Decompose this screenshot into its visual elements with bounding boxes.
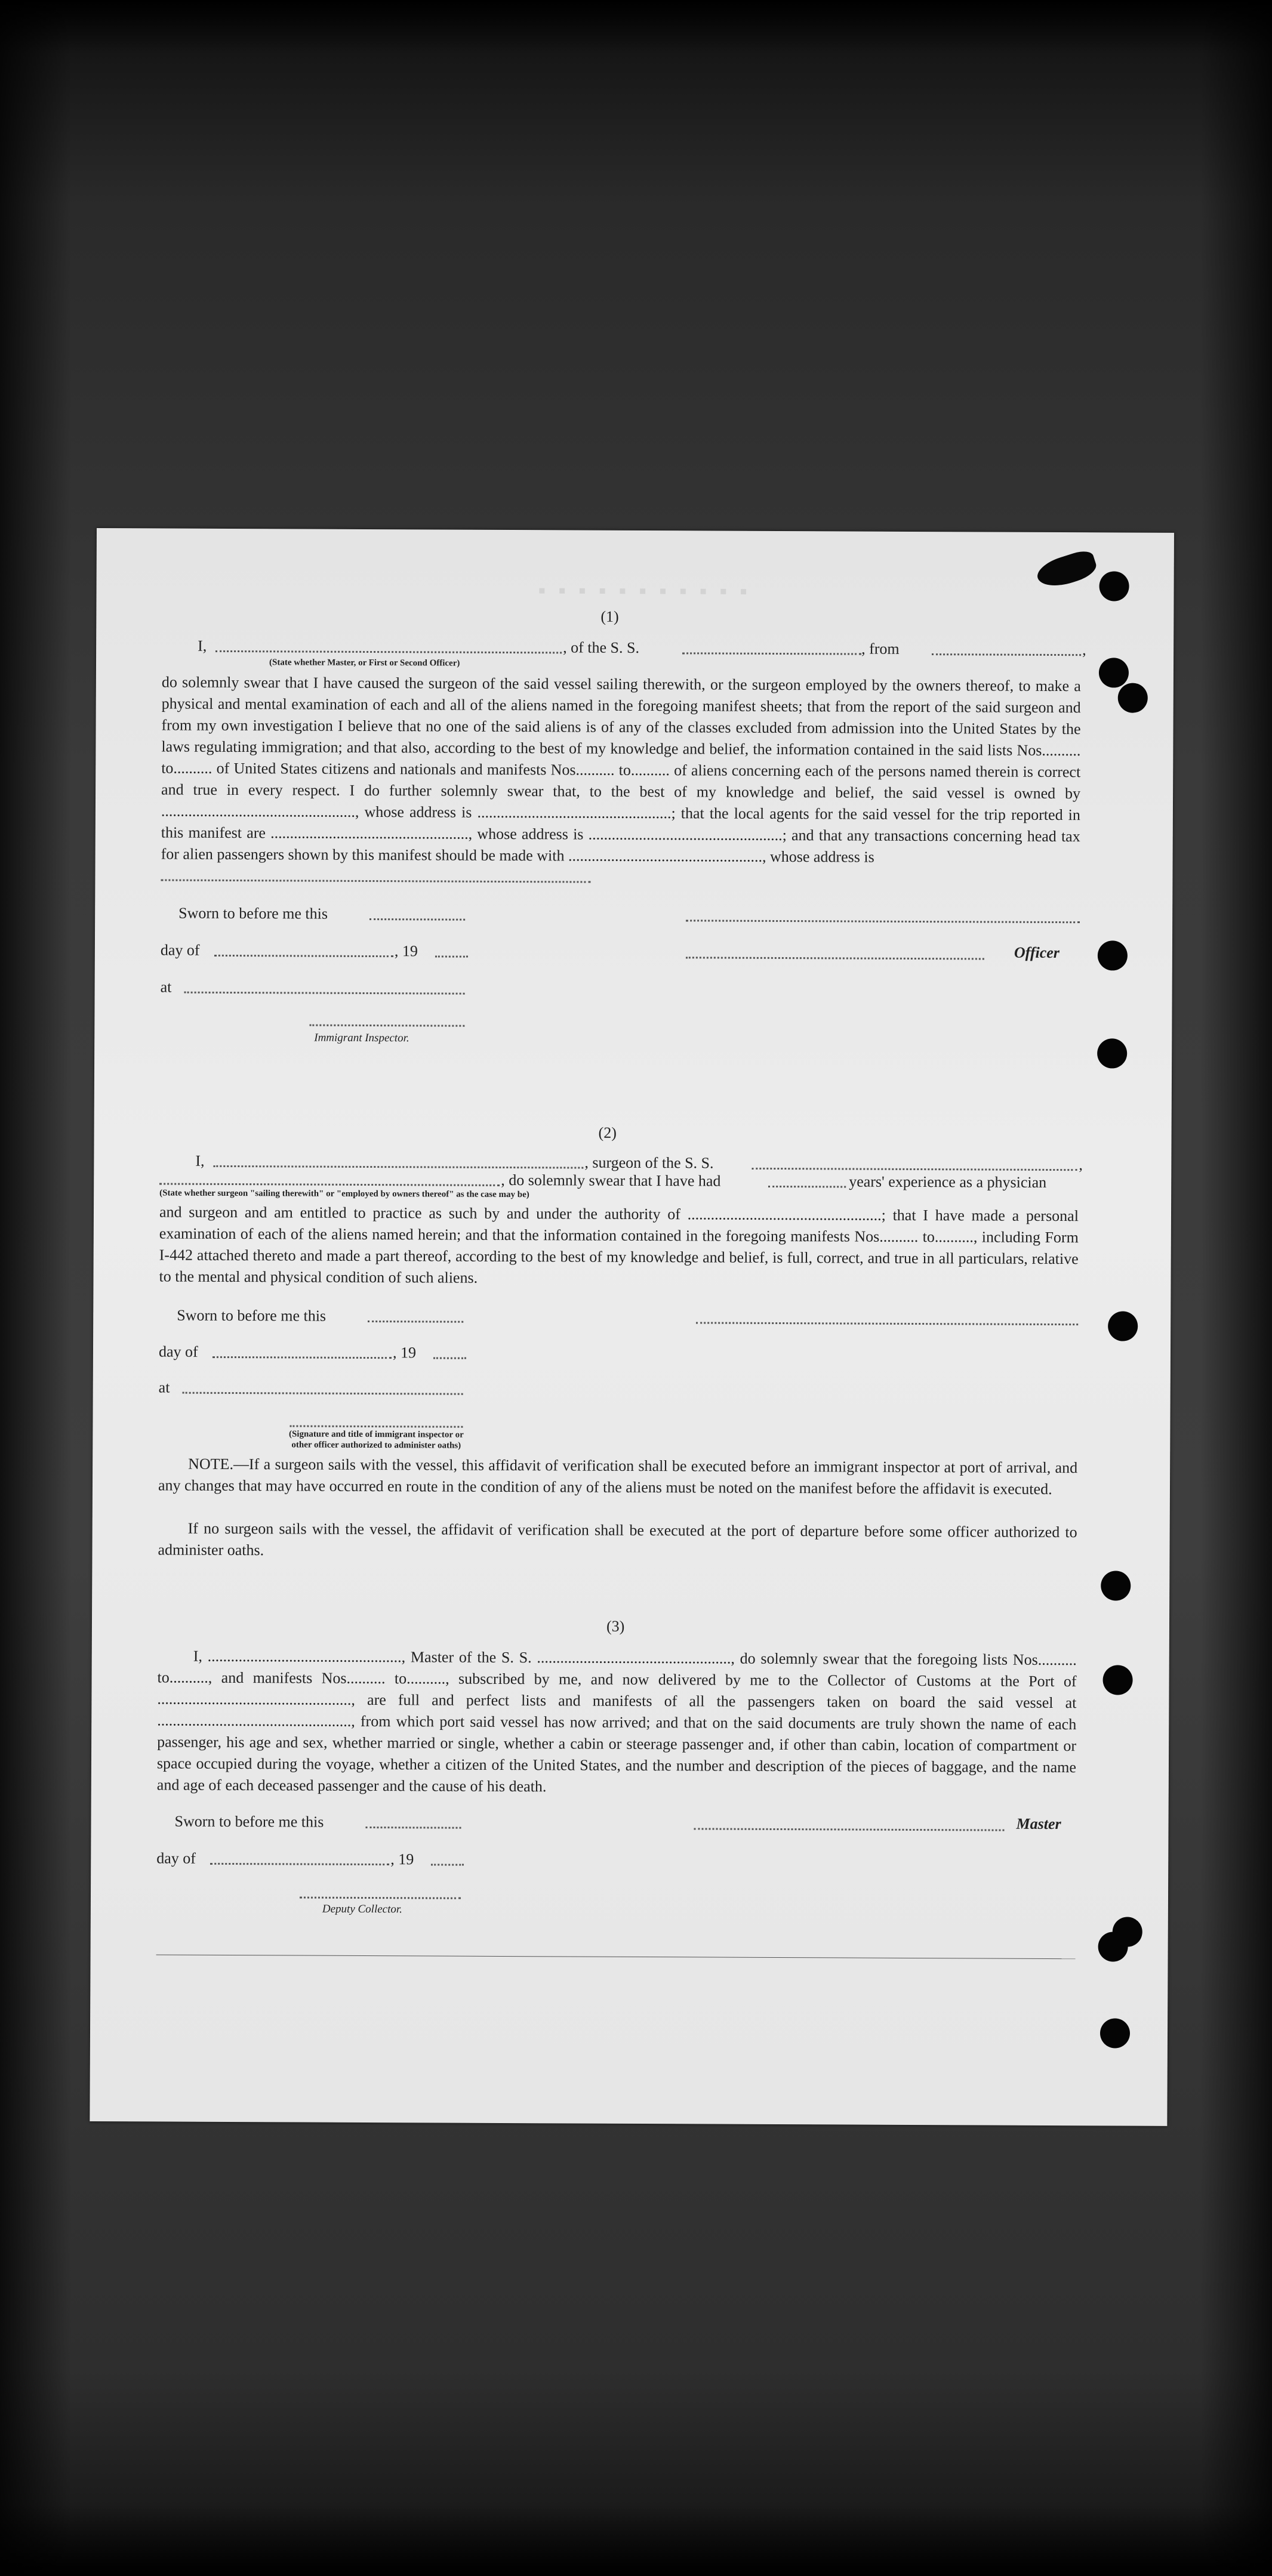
s2-vessel-name-blank[interactable]	[752, 1168, 1077, 1171]
s1-officer-caption: (State whether Master, or First or Second Officer)	[269, 658, 460, 668]
s3-master-signature-blank[interactable]	[694, 1828, 1004, 1831]
s1-officer-signature-blank[interactable]	[686, 920, 1080, 923]
s3-year-blank[interactable]	[431, 1864, 464, 1865]
s2-swear-label: , do solemnly swear that I have had	[501, 1171, 721, 1190]
punch-hole	[1100, 2018, 1130, 2048]
film-left-edge	[0, 0, 72, 2576]
s1-oath-paragraph: do solemnly swear that I have caused the surgeon of the said vessel sailing therewith, or the surgeon employed by the owners thereof, to make a physical and mental examination of each and all of the aliens named in the foregoing manifest sheets; that from the report of the said surgeon and from my own investigation I believe that no one of the said aliens is of any of the classes excluded from admission into the United States by the laws regulating immigration; and that also, according to the best of my knowledge and belief, the information contained in the said lists Nos.......... to.......... of United States citizens and nationals and manifests Nos.......... to.......... of aliens concerning each of the persons named therein is correct and true in every respect. I do further solemnly swear that, to the best of my knowledge and belief, the said vessel is owned by .................................................., whose address is ..................................................; that the local agents for the said vessel for the trip reported in this manifest are ..................................................., whose address is ..................................................; and that any transactions concerning head tax for alien passengers shown by this manifest should be made with .................................................., whose address is	[161, 673, 1081, 866]
s2-oath-paragraph: and surgeon and am entitled to practice as such by and under the authority of ..................................................; that I have made a personal examination of each of the aliens named herein; and that the information contained in the foregoing manifests Nos.......... to.........., including Form I-442 attached thereto and made a part thereof, according to the best of my knowledge and belief, is full, correct, and true in all particulars, relative to the mental and physical condition of such aliens.	[159, 1203, 1079, 1287]
s3-day-blank[interactable]	[210, 1863, 389, 1865]
s2-signature-caption-line2: other officer authorized to administer oaths)	[291, 1440, 461, 1451]
s2-surgeon-status-blank[interactable]	[159, 1183, 500, 1186]
s2-sworn-label: Sworn to before me this	[177, 1306, 327, 1325]
s1-year-label: , 19	[394, 942, 418, 960]
s2-inspector-signature-blank[interactable]	[289, 1425, 463, 1427]
film-bottom-shade	[0, 2504, 1272, 2576]
s2-at-label: at	[158, 1378, 170, 1396]
s1-at-label: at	[160, 978, 172, 996]
s1-from-port-blank[interactable]	[932, 653, 1081, 656]
s3-collector-label: Deputy Collector.	[322, 1902, 402, 1916]
s2-note-paragraph: NOTE.—If a surgeon sails with the vessel, this affidavit of verification shall be executed before an immigrant inspector at port of arrival, and any changes that may have occurred en route in the condition of any of the aliens must be noted on the manifest before the affidavit is executed.	[158, 1455, 1078, 1498]
s2-years-blank[interactable]	[768, 1186, 846, 1188]
s1-at-place-blank[interactable]	[184, 992, 465, 995]
s2-surgeon-name-blank[interactable]	[213, 1165, 583, 1169]
s3-master-label: Master	[1016, 1815, 1061, 1833]
s1-inspector-signature-blank[interactable]	[309, 1025, 464, 1027]
s3-sworn-date-blank[interactable]	[365, 1827, 461, 1829]
s1-day-blank[interactable]	[214, 955, 393, 957]
s3-oath-paragraph: I, .................................................., Master of the S. S. .................................................., do solemnly swear that the foregoing lists Nos.......... to.........., and manifests Nos.......... to.........., subscribed by me, and now delivered by me to the Collector of Customs at the Port of .................................................., are full and perfect lists and manifests of all the passengers taken on board the said vessel at .................................................., from which port said vessel has now arrived; and that on the said documents are truly shown the name of each passenger, his age and sex, whether married or single, whether a cabin or steerage passenger and, if other than cabin, location of compartment or space occupied during the voyage, whether a citizen of the United States, and the number and description of the pieces of baggage, and the name and age of each deceased passenger and the cause of his death.	[156, 1647, 1077, 1796]
s2-day-blank[interactable]	[212, 1356, 392, 1359]
punch-hole	[1099, 658, 1129, 687]
s1-officer-label: Officer	[1014, 943, 1060, 962]
s1-of-ss-label: , of the S. S.	[563, 638, 640, 656]
s2-signature-caption-line1: (Signature and title of immigrant inspector or	[288, 1429, 464, 1440]
punch-hole	[1102, 1665, 1132, 1695]
bottom-divider-rule	[156, 1954, 1076, 1959]
s1-line1-end: ,	[1082, 641, 1086, 659]
document-page	[90, 528, 1174, 2126]
punch-hole	[1097, 1038, 1127, 1068]
s1-sworn-label: Sworn to before me this	[178, 904, 328, 923]
s2-at-place-blank[interactable]	[183, 1392, 463, 1395]
section-2-number: (2)	[598, 1124, 617, 1142]
s1-vessel-name-blank[interactable]	[682, 652, 861, 655]
s2-year-blank[interactable]	[433, 1357, 466, 1359]
s2-sworn-date-blank[interactable]	[368, 1321, 463, 1323]
film-top-shade	[0, 0, 1272, 54]
punch-hole	[1098, 940, 1128, 970]
s2-i-label: I,	[195, 1152, 205, 1170]
punch-hole	[1108, 1311, 1138, 1341]
s2-surgeon-of-ss-label: , surgeon of the S. S.	[584, 1153, 714, 1172]
s3-collector-signature-blank[interactable]	[300, 1897, 461, 1899]
section-3-number: (3)	[606, 1617, 625, 1635]
punch-hole	[1099, 571, 1129, 601]
s1-address-continuation-blank[interactable]	[161, 879, 590, 883]
s1-i-label: I,	[198, 637, 207, 655]
s2-signature-caption	[284, 1429, 469, 1451]
s1-day-label: day of	[160, 941, 200, 959]
s1-officer-title-blank[interactable]	[686, 957, 984, 960]
s2-experience-label: years' experience as a physician	[849, 1173, 1047, 1191]
s2-line1-end: ,	[1079, 1156, 1083, 1174]
s2-surgeon-caption: (State whether surgeon "sailing therewith" or "employed by owners thereof" as the case may be)	[159, 1188, 529, 1200]
s2-day-label: day of	[158, 1343, 198, 1361]
s3-day-label: day of	[156, 1849, 196, 1867]
punch-hole	[1101, 1571, 1131, 1600]
s1-from-label: , from	[861, 640, 900, 658]
punch-hole	[1118, 683, 1148, 712]
s3-sworn-label: Sworn to before me this	[174, 1812, 324, 1831]
s1-sworn-date-blank[interactable]	[369, 918, 465, 921]
film-right-edge	[1200, 0, 1272, 2576]
section-1-number: (1)	[600, 607, 619, 625]
bleed-through-mark: ▪ ▪ ▪ ▪ ▪ ▪ ▪ ▪ ▪ ▪ ▪	[538, 578, 752, 603]
s2-note2-paragraph: If no surgeon sails with the vessel, the affidavit of verification shall be executed at the port of departure before some officer authorized to administer oaths.	[158, 1519, 1077, 1559]
s3-year-label: , 19	[390, 1850, 414, 1868]
s2-year-label: , 19	[392, 1344, 417, 1362]
ink-blot	[1034, 548, 1099, 592]
s1-year-blank[interactable]	[435, 955, 468, 957]
s1-officer-name-blank[interactable]	[215, 650, 562, 654]
s1-inspector-label: Immigrant Inspector.	[314, 1031, 409, 1045]
s2-surgeon-signature-blank[interactable]	[696, 1322, 1078, 1325]
punch-hole	[1098, 1932, 1128, 1961]
